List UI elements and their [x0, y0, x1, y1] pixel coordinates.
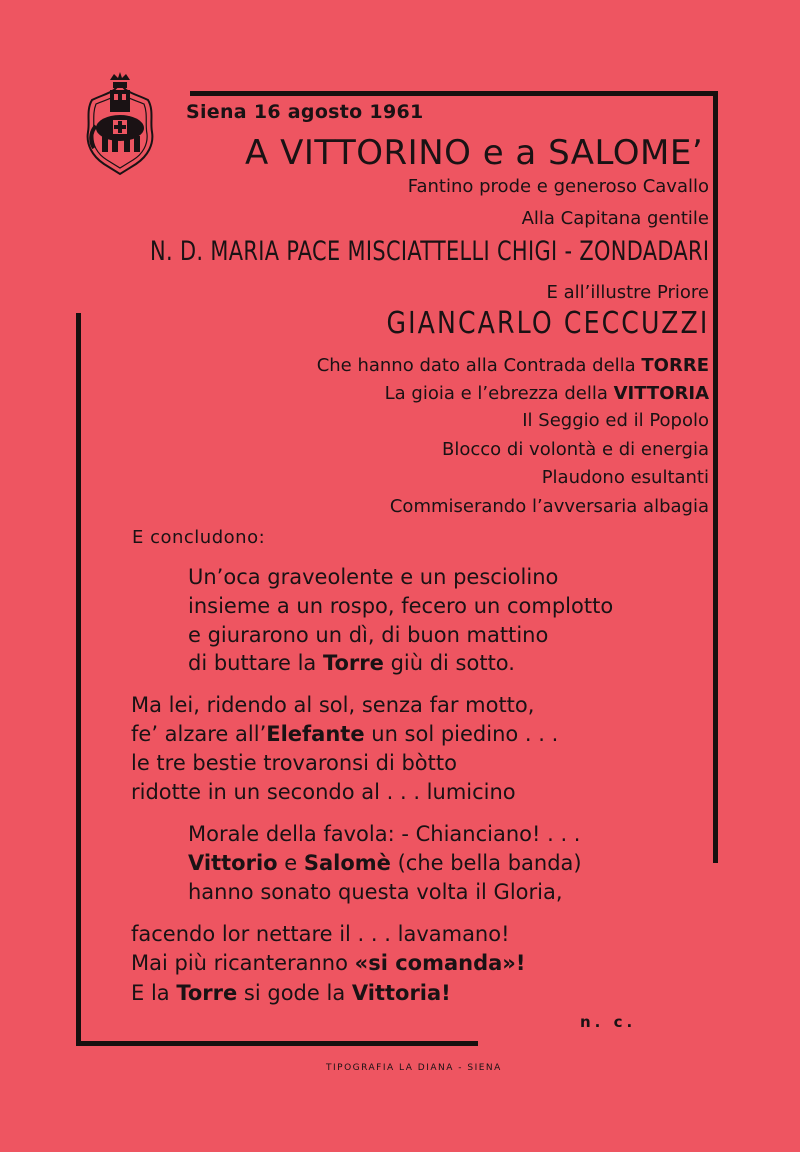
frame-top-rule	[190, 91, 718, 96]
praise-line-1: Che hanno dato alla Contrada della TORRE	[316, 355, 709, 376]
poem-verse: E la Torre si gode la Vittoria!	[131, 981, 451, 1005]
dedication-line-jockey: Fantino prode e generoso Cavallo	[407, 176, 709, 197]
poem-verse: facendo lor nettare il . . . lavamano!	[131, 922, 510, 946]
poem-verse: Morale della favola: - Chianciano! . . .	[188, 822, 581, 846]
frame-right-rule	[713, 91, 718, 863]
printer-credit: TIPOGRAFIA LA DIANA - SIENA	[326, 1063, 502, 1073]
praise-line-6: Commiserando l’avversaria albagia	[389, 496, 709, 517]
dedication-line-priore: E all’illustre Priore	[546, 282, 709, 303]
frame-bottom-rule	[76, 1041, 478, 1046]
poem-verse: Vittorio e Salomè (che bella banda)	[188, 851, 582, 875]
date-line: Siena 16 agosto 1961	[186, 101, 424, 123]
poem-verse: ridotte in un secondo al . . . lumicino	[131, 780, 516, 804]
priore-name: GIANCARLO CECCUZZI	[386, 306, 709, 341]
poem-verse: insieme a un rospo, fecero un complotto	[188, 594, 614, 618]
conclusion-label: E concludono:	[132, 527, 266, 548]
poem-verse: di buttare la Torre giù di sotto.	[188, 651, 515, 675]
poem-verse: hanno sonato questa volta il Gloria,	[188, 880, 563, 904]
praise-line-3: Il Seggio ed il Popolo	[522, 410, 709, 431]
capitana-name: N. D. MARIA PACE MISCIATTELLI CHIGI - ZONDADARI	[149, 236, 709, 267]
praise-line-4: Blocco di volontà e di energia	[442, 439, 709, 460]
frame-left-rule	[76, 313, 81, 1046]
praise-line-5: Plaudono esultanti	[541, 467, 709, 488]
praise-line-2: La gioia e l’ebrezza della VITTORIA	[384, 383, 709, 404]
poem-verse: Ma lei, ridendo al sol, senza far motto,	[131, 693, 535, 717]
poem-verse: le tre bestie trovaronsi di bòtto	[131, 751, 457, 775]
poem-verse: e giurarono un dì, di buon mattino	[188, 623, 549, 647]
contrada-crest-icon	[80, 70, 160, 178]
signature-initials: n. c.	[580, 1013, 637, 1031]
dedication-line-capitana: Alla Capitana gentile	[521, 208, 709, 229]
poem-verse: Mai più ricanteranno «si comanda»!	[131, 951, 526, 975]
poem-verse: fe’ alzare all’Elefante un sol piedino . . .	[131, 722, 559, 746]
dedication-title: A VITTORINO e a SALOME’	[245, 133, 704, 173]
poem-verse: Un’oca graveolente e un pesciolino	[188, 565, 559, 589]
